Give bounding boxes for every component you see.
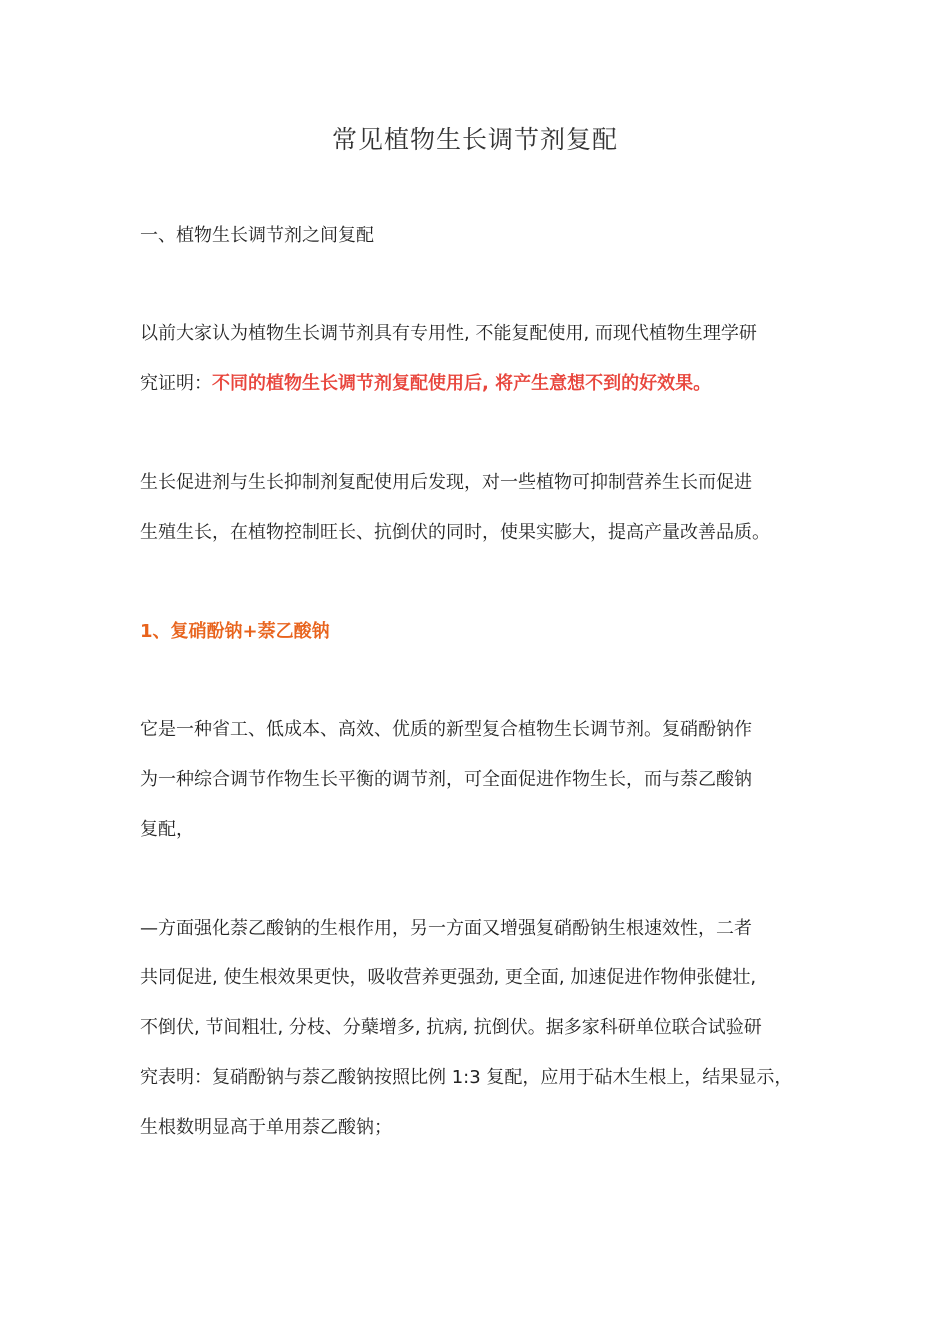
paragraph-line: 它是一种省工、低成本、高效、优质的新型复合植物生长调节剂。复硝酚钠作 <box>140 719 752 740</box>
paragraph-line <box>140 370 711 398</box>
highlighted-text: 不同的植物生长调节剂复配使用后, 将产生意想不到的好效果。 <box>212 373 712 394</box>
paragraph-line: 不倒伏, 节间粗壮, 分枝、分蘖增多, 抗病, 抗倒伏。据多家科研单位联合试验研 <box>140 1017 762 1038</box>
document-title: 常见植物生长调节剂复配 <box>331 125 618 154</box>
paragraph-line: 共同促进, 使生根效果更快，吸收营养更强劲, 更全面, 加速促进作物伸张健壮, <box>140 967 757 988</box>
paragraph-line: 复配， <box>140 819 194 840</box>
paragraph-line: 生根数明显高于单用萘乙酸钠； <box>140 1117 392 1138</box>
paragraph-line: 究表明：复硝酚钠与萘乙酸钠按照比例 1:3 复配，应用于砧木生根上，结果显示， <box>140 1067 793 1088</box>
paragraph-line: 为一种综合调节作物生长平衡的调节剂，可全面促进作物生长，而与萘乙酸钠 <box>140 769 752 790</box>
paragraph-line: 生长促进剂与生长抑制剂复配使用后发现，对一些植物可抑制营养生长而促进 <box>140 472 752 493</box>
paragraph-text: 究证明： <box>140 373 212 394</box>
paragraph-line: 以前大家认为植物生长调节剂具有专用性, 不能复配使用, 而现代植物生理学研 <box>140 323 757 344</box>
subsection-heading: 1、复硝酚钠+萘乙酸钠 <box>140 621 330 642</box>
paragraph-line: 生殖生长，在植物控制旺长、抗倒伏的同时，使果实膨大，提高产量改善品质。 <box>140 522 770 543</box>
section-heading: 一、植物生长调节剂之间复配 <box>140 225 374 246</box>
paragraph-line: —方面强化萘乙酸钠的生根作用，另一方面又增强复硝酚钠生根速效性，二者 <box>140 918 752 939</box>
